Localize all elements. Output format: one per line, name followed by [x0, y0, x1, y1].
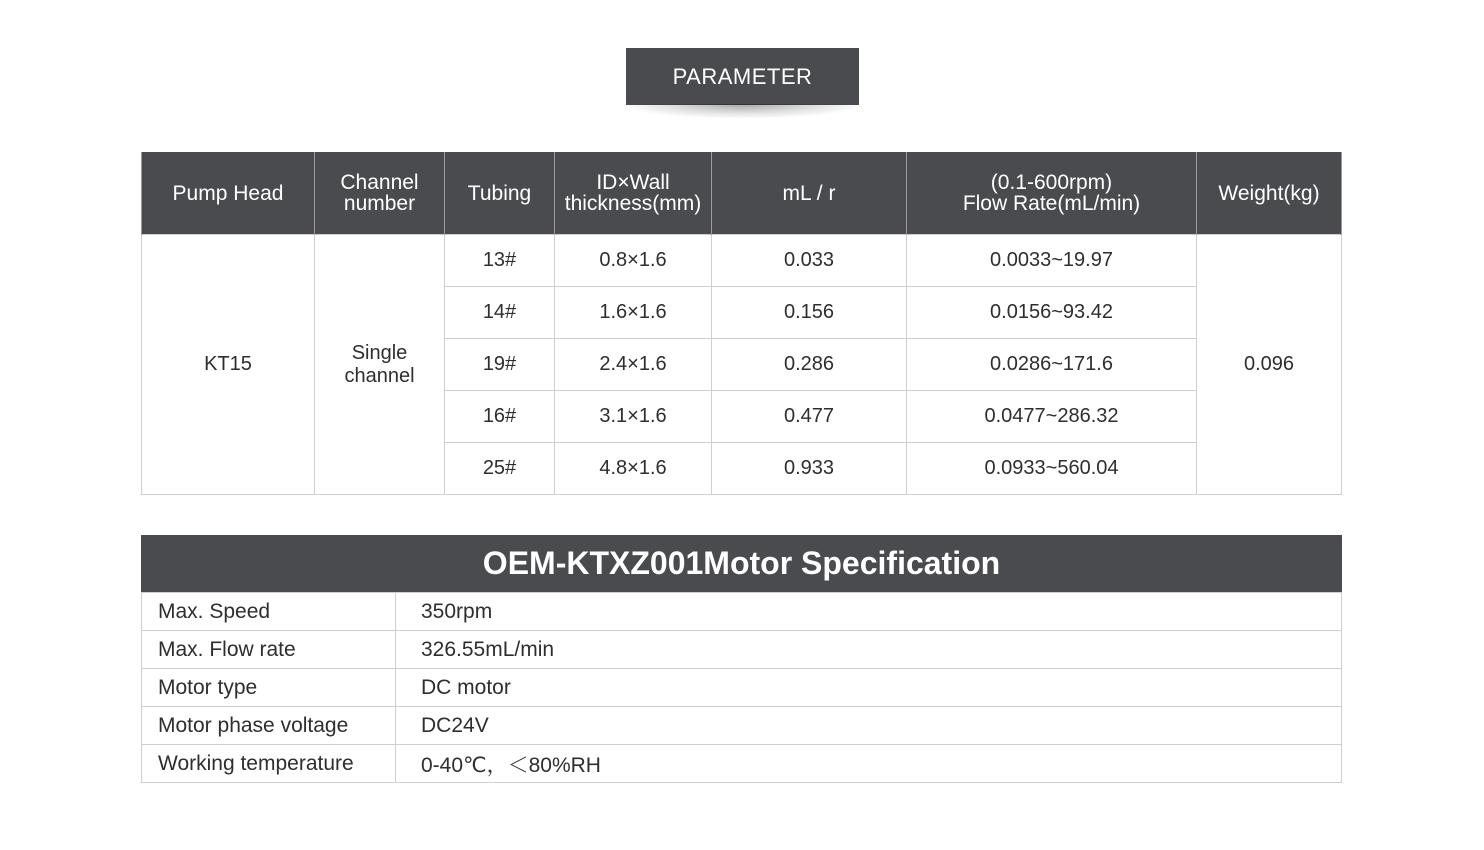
id-wall-cell: 4.8×1.6 — [555, 443, 712, 495]
tubing-cell: 19# — [445, 339, 555, 391]
flow-rate-cell: 0.0477~286.32 — [907, 391, 1197, 443]
spec-row — [142, 707, 1342, 745]
header-idwall-line2: thickness(mm) — [564, 192, 702, 215]
pump-head-cell: KT15 — [142, 235, 315, 495]
header-pump-head: Pump Head — [142, 152, 315, 235]
id-wall-cell: 0.8×1.6 — [555, 235, 712, 287]
header-flow-line1: (0.1-600rpm) — [990, 171, 1113, 194]
ml-r-cell: 0.477 — [712, 391, 907, 443]
channel-cell: Single channel — [315, 235, 445, 495]
header-channel-number — [315, 152, 445, 235]
flow-rate-cell: 0.0033~19.97 — [907, 235, 1197, 287]
spec-key: Motor phase voltage — [142, 707, 396, 745]
spec-value: 0-40℃，＜80%RH — [396, 745, 1342, 783]
header-ml-per-rev: mL / r — [712, 152, 907, 235]
header-channel-line2: number — [343, 192, 416, 215]
badge-shadow — [628, 104, 857, 118]
tubing-cell: 25# — [445, 443, 555, 495]
motor-spec-section — [141, 535, 1342, 783]
spec-key: Working temperature — [142, 745, 396, 783]
header-channel-line1: Channel — [340, 171, 419, 194]
spec-key: Max. Speed — [142, 593, 396, 631]
flow-rate-cell: 0.0286~171.6 — [907, 339, 1197, 391]
weight-cell: 0.096 — [1197, 235, 1342, 495]
spec-row — [142, 669, 1342, 707]
header-idwall-line1: ID×Wall — [596, 171, 670, 194]
tubing-cell: 16# — [445, 391, 555, 443]
header-id-wall — [555, 152, 712, 235]
parameter-badge: PARAMETER — [626, 48, 859, 105]
id-wall-cell: 2.4×1.6 — [555, 339, 712, 391]
ml-r-cell: 0.156 — [712, 287, 907, 339]
tubing-cell: 14# — [445, 287, 555, 339]
spec-value: 350rpm — [396, 593, 1342, 631]
spec-value: DC24V — [396, 707, 1342, 745]
spec-key: Motor type — [142, 669, 396, 707]
ml-r-cell: 0.286 — [712, 339, 907, 391]
spec-row — [142, 745, 1342, 783]
ml-r-cell: 0.033 — [712, 235, 907, 287]
spec-key: Max. Flow rate — [142, 631, 396, 669]
flow-rate-cell: 0.0156~93.42 — [907, 287, 1197, 339]
tubing-cell: 13# — [445, 235, 555, 287]
ml-r-cell: 0.933 — [712, 443, 907, 495]
motor-spec-title: OEM-KTXZ001Motor Specification — [141, 535, 1342, 592]
parameter-table — [141, 152, 1342, 495]
id-wall-cell: 1.6×1.6 — [555, 287, 712, 339]
flow-rate-cell: 0.0933~560.04 — [907, 443, 1197, 495]
id-wall-cell: 3.1×1.6 — [555, 391, 712, 443]
spec-value: 326.55mL/min — [396, 631, 1342, 669]
header-tubing: Tubing — [445, 152, 555, 235]
table-header-row — [142, 152, 1342, 235]
spec-row — [142, 593, 1342, 631]
spec-value: DC motor — [396, 669, 1342, 707]
header-weight: Weight(kg) — [1197, 152, 1342, 235]
spec-row — [142, 631, 1342, 669]
motor-spec-table — [141, 592, 1342, 783]
header-flow-rate — [907, 152, 1197, 235]
header-flow-line2: Flow Rate(mL/min) — [962, 192, 1141, 215]
table-row — [142, 235, 1342, 287]
